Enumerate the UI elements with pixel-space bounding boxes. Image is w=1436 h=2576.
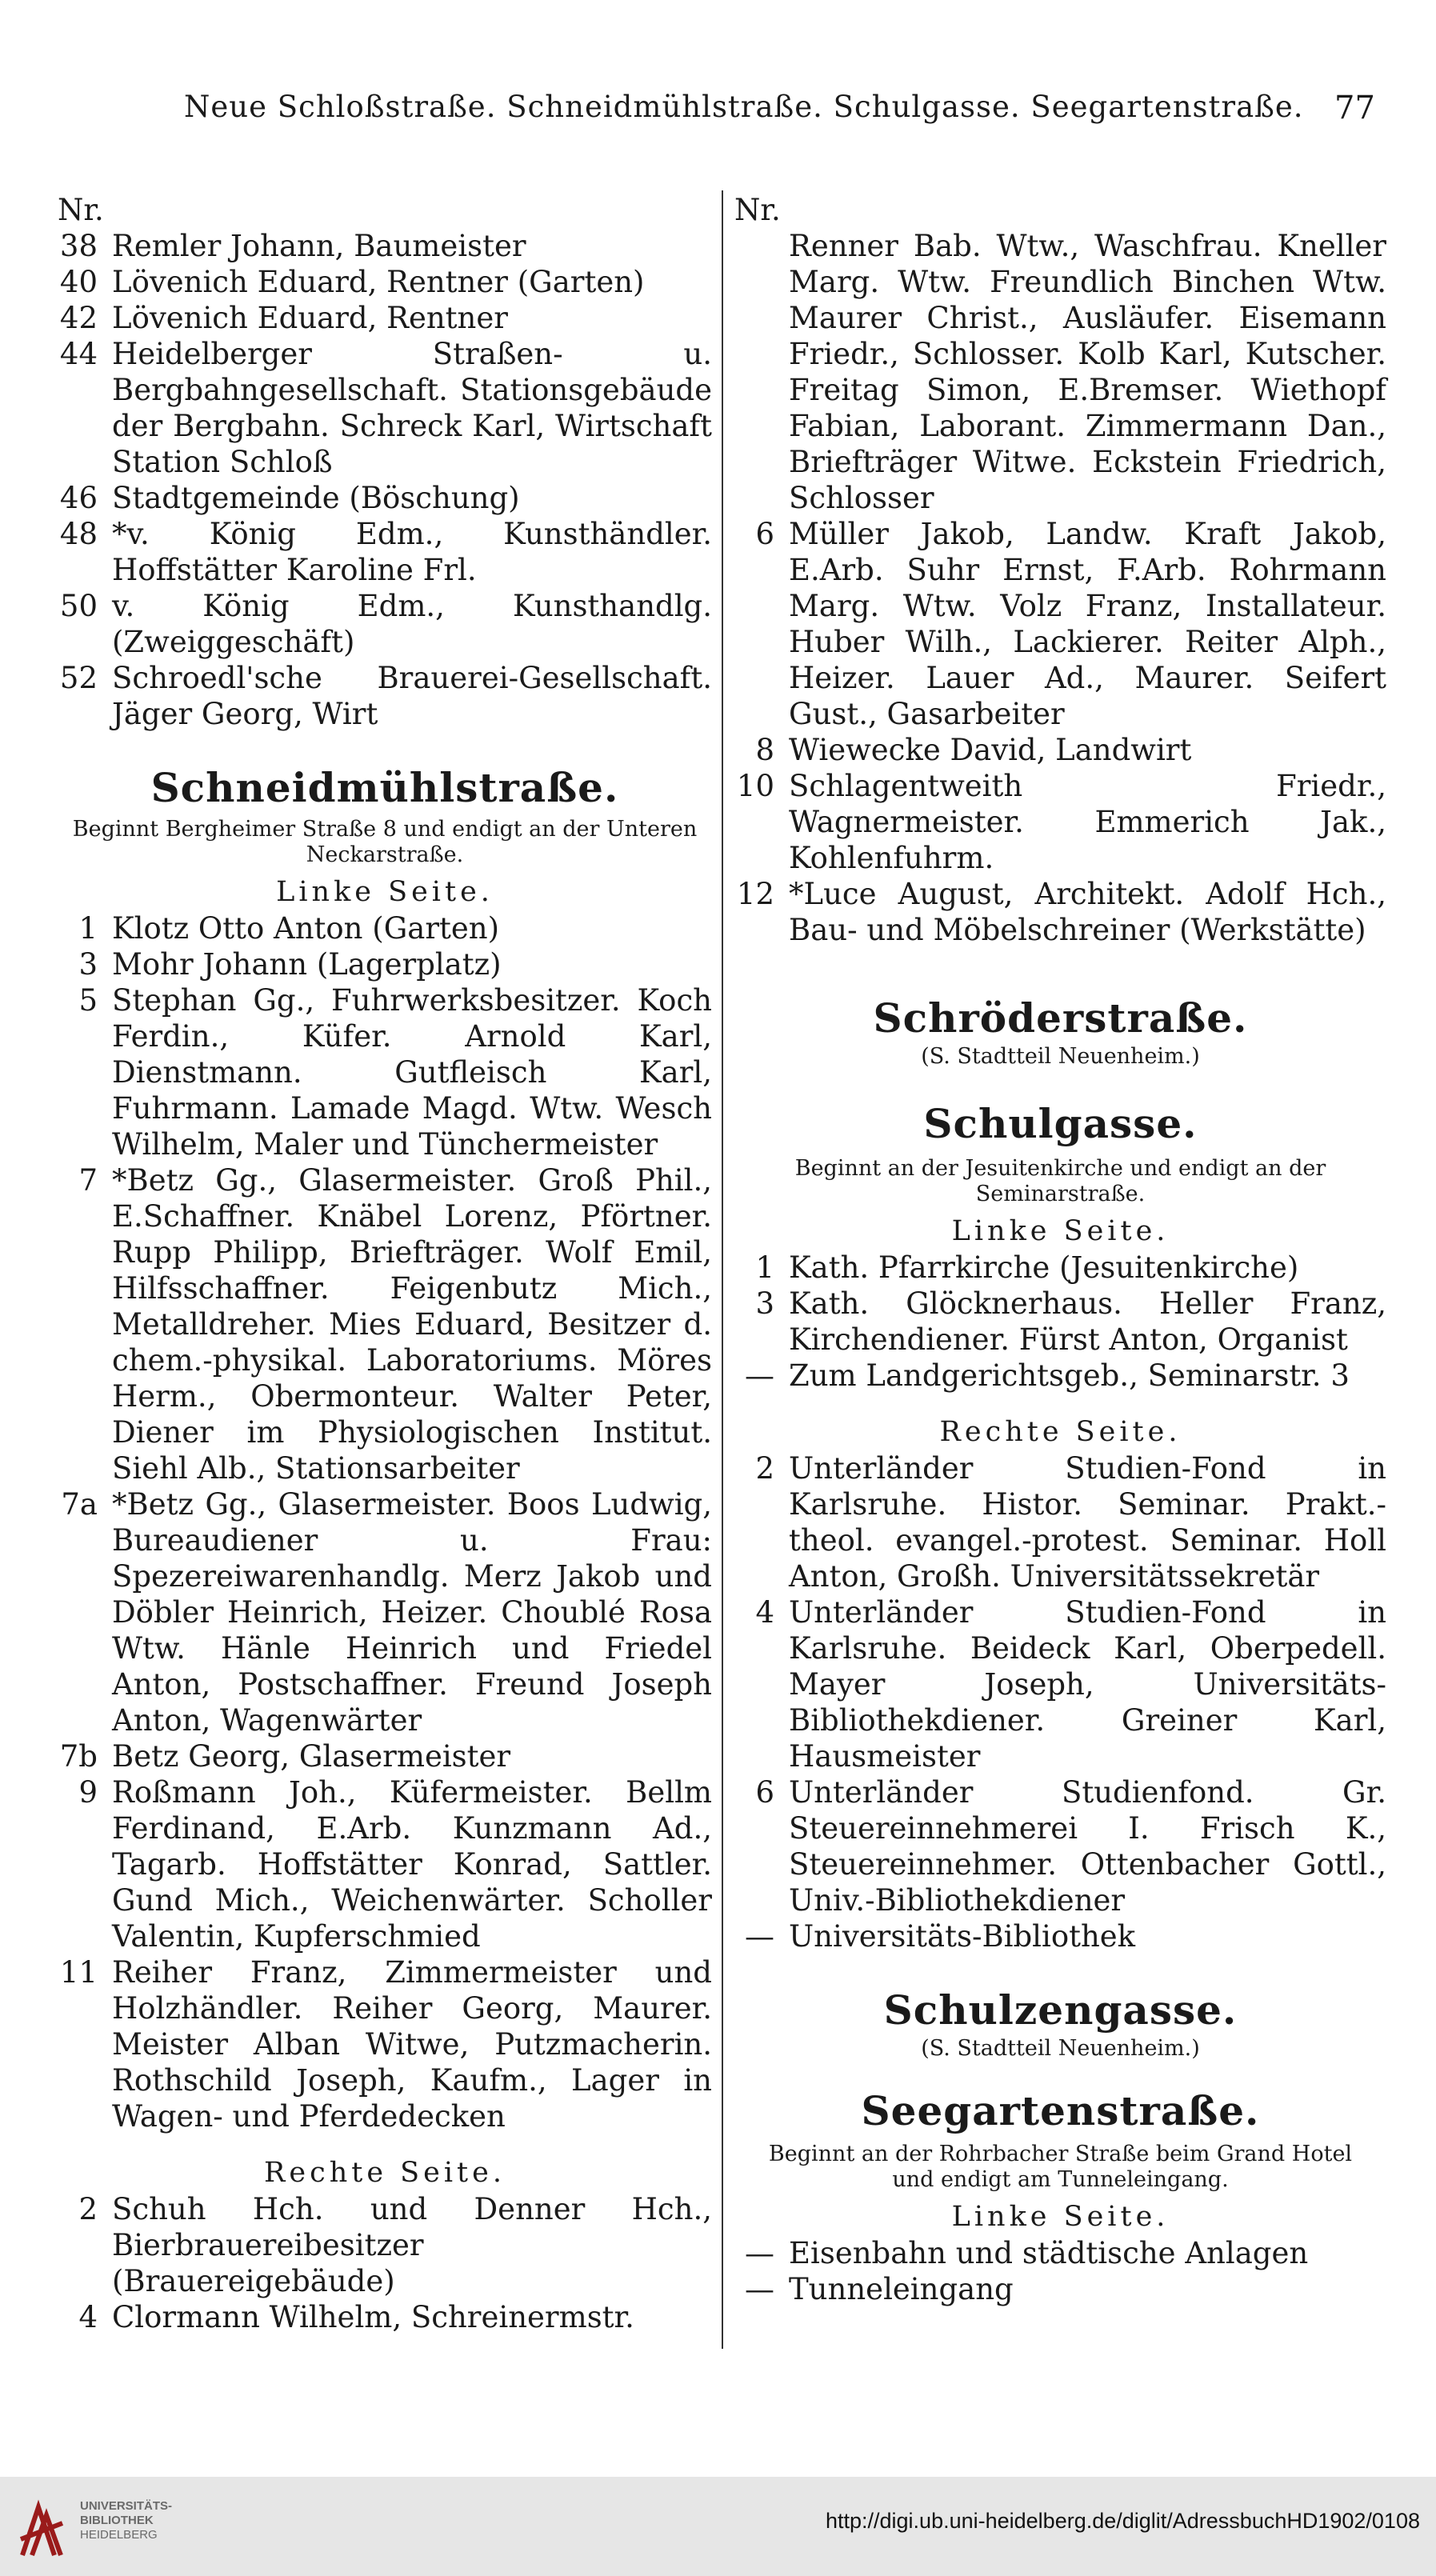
street-reference: (S. Stadtteil Neuenheim.) <box>921 2036 1200 2061</box>
house-number: 4 <box>78 2300 98 2334</box>
address-entry <box>58 264 712 300</box>
street-title-schneidmuehlstrasse: Schneidmühlstraße. <box>150 764 619 811</box>
logo-line: HEIDELBERG <box>80 2528 158 2542</box>
address-entry <box>58 2191 712 2299</box>
house-number: 50 <box>59 589 98 623</box>
entry-text: *Betz Gg., Glasermeister. Boos Ludwig, Bureaudiener u. Frau: Spezereiwarenhandlg. Merz Jakob und Döbler Heinrich, Heizer. Choublé Rosa Wtw. Hänle Heinrich und Friedel Anton, Postschaffner. Freund Joseph Anton, Wagenwärter <box>112 1487 712 1738</box>
house-number: 1 <box>755 1250 774 1285</box>
house-number: 48 <box>59 517 98 551</box>
entry-text: *Luce August, Architekt. Adolf Hch., Bau- und Möbelschreiner (Werkstätte) <box>789 877 1386 947</box>
house-number: 52 <box>59 661 98 695</box>
house-number: 12 <box>736 877 774 911</box>
entry-text: Reiher Franz, Zimmermeister und Holzhändler. Reiher Georg, Maurer. Meister Alban Witwe, Putzmacherin. Rothschild Joseph, Kaufm., Lager in Wagen- und Pferdedecken <box>112 1955 712 2134</box>
house-number: 11 <box>59 1955 98 1990</box>
house-number: 8 <box>755 733 774 767</box>
address-entry <box>58 946 712 982</box>
house-number: 40 <box>59 265 98 299</box>
address-entry <box>58 480 712 516</box>
university-library-logo-icon <box>14 2491 70 2566</box>
house-number: 7a <box>61 1487 98 1522</box>
source-url-link[interactable]: http://digi.ub.uni-heidelberg.de/diglit/AdressbuchHD1902/0108 <box>825 2509 1420 2533</box>
address-entry <box>734 516 1386 732</box>
logo-line: UNIVERSITÄTS- <box>80 2499 173 2513</box>
entry-text: Zum Landgerichtsgeb., Seminarstr. 3 <box>789 1358 1350 1393</box>
entry-text: Kath. Pfarrkirche (Jesuitenkirche) <box>789 1250 1299 1285</box>
neue-schlossstrasse-cont-entries <box>734 228 1386 948</box>
schneidmuehlstrasse-right-entries <box>58 2191 712 2335</box>
entry-text: *v. König Edm., Kunsthändler. Hoffstätter Karoline Frl. <box>112 517 712 587</box>
street-title-schroederstrasse: Schröderstraße. <box>873 994 1248 1042</box>
entry-text: Renner Bab. Wtw., Waschfrau. Kneller Marg. Wtw. Freundlich Binchen Wtw. Maurer Christ., Ausläufer. Eisemann Friedr., Schlosser. Kolb Karl, Kutscher. Freitag Simon, E.Bremser. Wiethopf Fabian, Laborant. Zimmermann Dan., Briefträger Witwe. Eckstein Friedrich, Schlosser <box>789 229 1386 515</box>
house-number: — <box>745 1919 774 1954</box>
entry-text: Mohr Johann (Lagerplatz) <box>112 947 502 982</box>
entry-text: *Betz Gg., Glasermeister. Groß Phil., E.Schaffner. Knäbel Lorenz, Pförtner. Rupp Philipp, Briefträger. Wolf Emil, Hilfsschaffner. Feigenbutz Mich., Metalldreher. Mies Eduard, Besitzer d. chem.-physikal. Laboratoriums. Möres Herm., Obermonteur. Walter Peter, Diener im Physiologischen Institut. Siehl Alb., Stationsarbeiter <box>112 1163 712 1486</box>
entry-text: Schuh Hch. und Denner Hch., Bierbrauereibesitzer (Brauereigebäude) <box>112 2192 712 2298</box>
entry-text: Eisenbahn und städtische Anlagen <box>789 2236 1309 2270</box>
entry-text: Unterländer Studien-Fond in Karlsruhe. Beideck Karl, Oberpedell. Mayer Joseph, Universitäts-Bibliothekdiener. Greiner Karl, Hausmeister <box>789 1595 1386 1774</box>
entry-text: Kath. Glöcknerhaus. Heller Franz, Kirchendiener. Fürst Anton, Organist <box>789 1286 1386 1357</box>
house-number: 6 <box>755 1775 774 1810</box>
address-entry <box>58 300 712 336</box>
entry-text: Remler Johann, Baumeister <box>112 229 526 263</box>
address-entry <box>734 2271 1386 2307</box>
entry-text: Universitäts-Bibliothek <box>789 1919 1136 1954</box>
library-name <box>80 2499 208 2542</box>
address-entry <box>58 1774 712 1954</box>
entry-text: Lövenich Eduard, Rentner (Garten) <box>112 265 645 299</box>
nr-heading: Nr. <box>734 193 781 227</box>
house-number: 7 <box>78 1163 98 1198</box>
house-number: — <box>745 2272 774 2306</box>
house-number: 2 <box>78 2192 98 2226</box>
address-entry <box>734 732 1386 768</box>
address-entry <box>58 2299 712 2335</box>
side-heading-left: Linke Seite. <box>276 876 494 908</box>
house-number: 42 <box>59 301 98 335</box>
entry-text: Klotz Otto Anton (Garten) <box>112 911 500 946</box>
house-number: 7b <box>59 1739 98 1774</box>
entry-text: Lövenich Eduard, Rentner <box>112 301 508 335</box>
address-entry <box>58 228 712 264</box>
street-title-schulzengasse: Schulzengasse. <box>883 1986 1238 2034</box>
address-entry <box>734 1450 1386 1594</box>
street-title-schulgasse: Schulgasse. <box>923 1100 1198 1147</box>
entry-text: Tunneleingang <box>789 2272 1014 2306</box>
running-head: Neue Schloßstraße. Schneidmühlstraße. Schulgasse. Seegartenstraße. <box>184 90 1304 124</box>
street-note: Beginnt an der Rohrbacher Straße beim Grand Hotel und endigt am Tunneleingang. <box>768 2142 1353 2192</box>
entry-text: Stephan Gg., Fuhrwerksbesitzer. Koch Ferdin., Küfer. Arnold Karl, Dienstmann. Gutfleisch Karl, Fuhrmann. Lamade Magd. Wtw. Wesch Wilhelm, Maler und Tünchermeister <box>112 983 712 1162</box>
house-number: 6 <box>755 517 774 551</box>
address-entry <box>734 1918 1386 1954</box>
street-note: Beginnt an der Jesuitenkirche und endigt an der Seminarstraße. <box>794 1156 1326 1206</box>
side-heading-left: Linke Seite. <box>951 1215 1170 1247</box>
digitization-footer <box>0 2477 1436 2576</box>
neue-schlossstrasse-entries <box>58 228 712 732</box>
schulgasse-right-entries <box>734 1450 1386 1954</box>
column-divider <box>722 190 723 2349</box>
schneidmuehlstrasse-left-entries <box>58 910 712 2134</box>
entry-text: v. König Edm., Kunsthandlg. (Zweiggeschäft) <box>112 589 712 659</box>
entry-text: Stadtgemeinde (Böschung) <box>112 481 520 515</box>
left-column <box>58 192 712 2335</box>
address-entry <box>734 1286 1386 1358</box>
page-number: 77 <box>1334 90 1375 126</box>
address-entry <box>58 1954 712 2134</box>
address-entry <box>734 1774 1386 1918</box>
address-entry <box>734 768 1386 876</box>
entry-text: Heidelberger Straßen- u. Bergbahngesellschaft. Stationsgebäude der Bergbahn. Schreck Karl, Wirtschaft Station Schloß <box>112 337 712 479</box>
house-number: — <box>745 1358 774 1393</box>
entry-text: Betz Georg, Glasermeister <box>112 1739 511 1774</box>
house-number: 46 <box>59 481 98 515</box>
entry-text: Clormann Wilhelm, Schreinermstr. <box>112 2300 634 2334</box>
house-number: 1 <box>78 911 98 946</box>
street-note: Beginnt Bergheimer Straße 8 und endigt an der Unteren Neckarstraße. <box>72 817 698 867</box>
address-entry <box>734 1358 1386 1394</box>
house-number: 38 <box>59 229 98 263</box>
address-entry <box>58 588 712 660</box>
address-entry <box>734 228 1386 516</box>
house-number: 3 <box>78 947 98 982</box>
address-entry <box>58 1486 712 1738</box>
side-heading-right: Rechte Seite. <box>939 1416 1182 1448</box>
address-entry <box>734 2235 1386 2271</box>
address-entry <box>734 876 1386 948</box>
entry-text: Unterländer Studienfond. Gr. Steuereinnehmerei I. Frisch K., Steuereinnehmer. Ottenbacher Gottl., Univ.-Bibliothekdiener <box>789 1775 1386 1918</box>
seegartenstrasse-left-entries <box>734 2235 1386 2307</box>
address-entry <box>58 982 712 1162</box>
entry-text: Wiewecke David, Landwirt <box>789 733 1192 767</box>
page-header <box>0 90 1436 146</box>
logo-line: BIBLIOTHEK <box>80 2514 154 2527</box>
house-number: 4 <box>755 1595 774 1630</box>
schulgasse-left-entries <box>734 1250 1386 1394</box>
house-number: 5 <box>78 983 98 1018</box>
entry-text: Schroedl'sche Brauerei-Gesellschaft. Jäger Georg, Wirt <box>112 661 712 731</box>
address-entry <box>58 516 712 588</box>
entry-text: Schlagentweith Friedr., Wagnermeister. Emmerich Jak., Kohlenfuhrm. <box>789 769 1386 875</box>
address-entry <box>734 1250 1386 1286</box>
address-entry <box>58 1738 712 1774</box>
house-number: — <box>745 2236 774 2270</box>
address-entry <box>58 336 712 480</box>
nr-heading: Nr. <box>58 193 104 227</box>
entry-text: Roßmann Joh., Küfermeister. Bellm Ferdinand, E.Arb. Kunzmann Ad., Tagarb. Hoffstätter Konrad, Sattler. Gund Mich., Weichenwärter. Scholler Valentin, Kupferschmied <box>112 1775 712 1954</box>
house-number: 44 <box>59 337 98 371</box>
house-number: 3 <box>755 1286 774 1321</box>
side-heading-left: Linke Seite. <box>951 2201 1170 2233</box>
address-entry <box>734 1594 1386 1774</box>
house-number: 2 <box>755 1451 774 1486</box>
entry-text: Müller Jakob, Landw. Kraft Jakob, E.Arb. Suhr Ernst, F.Arb. Rohrmann Marg. Wtw. Volz Franz, Installateur. Huber Wilh., Lackierer. Reiter Alph., Heizer. Lauer Ad., Maurer. Seifert Gust., Gasarbeiter <box>789 517 1386 731</box>
entry-text: Unterländer Studien-Fond in Karlsruhe. Histor. Seminar. Prakt.-theol. evangel.-protest. Seminar. Holl Anton, Großh. Universitätssekretär <box>789 1451 1386 1594</box>
address-entry <box>58 1162 712 1486</box>
house-number: 10 <box>736 769 774 803</box>
street-reference: (S. Stadtteil Neuenheim.) <box>921 1044 1200 1069</box>
address-entry <box>58 660 712 732</box>
right-column <box>734 192 1386 2307</box>
street-title-seegartenstrasse: Seegartenstraße. <box>861 2087 1260 2134</box>
side-heading-right: Rechte Seite. <box>264 2157 506 2189</box>
house-number: 9 <box>78 1775 98 1810</box>
address-entry <box>58 910 712 946</box>
